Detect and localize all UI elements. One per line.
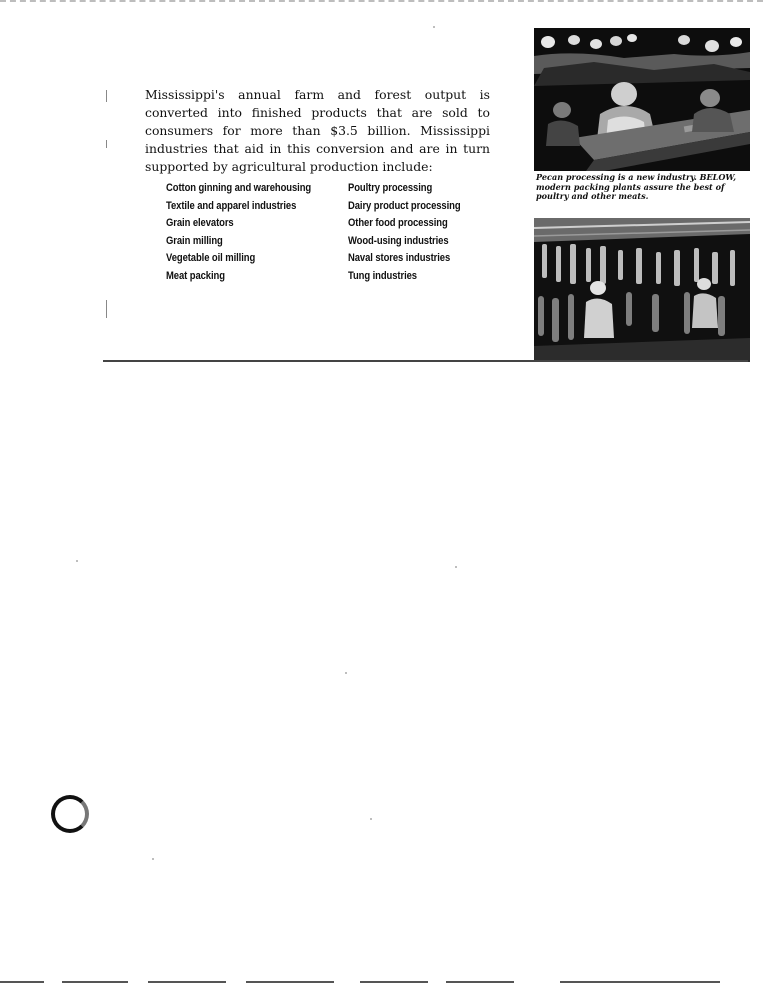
meat-packing-image: [534, 218, 750, 362]
industries-list-right: [348, 180, 461, 286]
list-item: Dairy product processing: [348, 199, 461, 212]
photo-caption: Pecan processing is a new industry. BELOW, modern packing plants assure the best of poultry and other meats.: [536, 172, 737, 202]
list-item: Grain milling: [166, 234, 223, 247]
list-item: Wood-using industries: [348, 234, 449, 247]
pecan-processing-image: [534, 28, 750, 171]
page-bottom-edge: [446, 981, 514, 983]
scan-speck: [152, 858, 154, 860]
list-item: Naval stores industries: [348, 252, 451, 265]
page-bottom-edge: [360, 981, 428, 983]
list-item: Grain elevators: [166, 217, 234, 230]
scan-speck: [433, 26, 435, 28]
pecan-processing-photo: [534, 28, 750, 171]
scan-speck: [370, 818, 372, 820]
scan-speck: [345, 672, 347, 674]
page-bottom-edge: [560, 981, 720, 983]
page-bottom-edge: [0, 981, 44, 983]
list-item: Textile and apparel industries: [166, 199, 297, 212]
page-bottom-edge: [148, 981, 226, 983]
page-top-edge: [0, 0, 763, 2]
scan-speck: [76, 560, 78, 562]
list-item: Cotton ginning and warehousing: [166, 182, 312, 194]
margin-mark: [106, 90, 107, 102]
list-item: Tung industries: [348, 269, 417, 282]
meat-packing-photo: [534, 218, 750, 362]
section-divider-rule: [103, 360, 748, 362]
intro-paragraph: Mississippi's annual farm and forest output is converted into finished products that are sold to consumers for more than $3.5 billion. Mississippi industries that aid in this conversion and are in turn supported by agricultural production include:: [145, 87, 490, 174]
industries-list-left: [166, 180, 311, 286]
binder-hole: [51, 795, 89, 833]
page-bottom-edge: [246, 981, 334, 983]
page-bottom-edge: [62, 981, 128, 983]
list-item: Vegetable oil milling: [166, 252, 256, 265]
list-item: Other food processing: [348, 217, 448, 230]
scan-speck: [455, 566, 457, 568]
margin-mark: [106, 140, 107, 148]
list-item: Meat packing: [166, 269, 225, 282]
list-item: Poultry processing: [348, 182, 433, 194]
margin-mark: [106, 300, 107, 318]
